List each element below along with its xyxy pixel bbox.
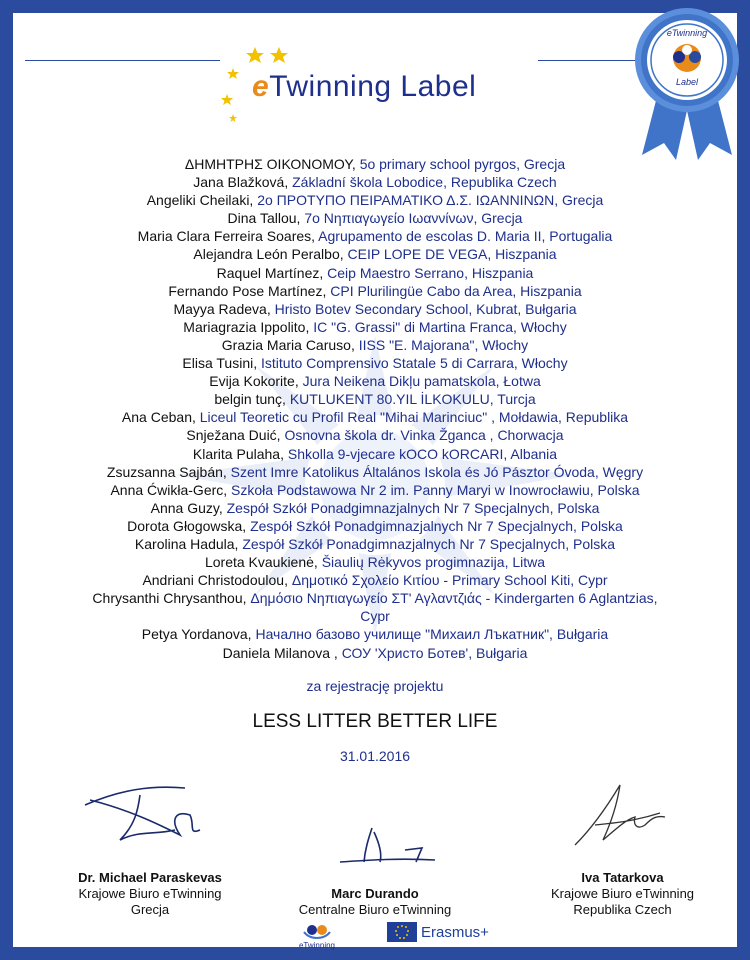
partner-school: IISS "E. Majorana", Włochy [358, 336, 529, 353]
partner-row [0, 607, 750, 625]
signer-left-country: Grecja [130, 902, 170, 917]
etwinning-footer-logo [290, 920, 350, 950]
signer-left [50, 870, 250, 918]
partner-row [0, 481, 750, 499]
partner-school: Δημοτικό Σχολείο Κιτίου - Primary School Kiti, Cypr [291, 572, 608, 589]
partner-school: Zespół Szkół Ponadgimnazjalnych Nr 7 Specjalnych, Polska [250, 517, 623, 534]
partner-school: Agrupamento de escolas D. Maria II, Portugalia [318, 228, 613, 245]
partner-name: belgin tunç, [214, 391, 286, 408]
partner-school: 7ο Νηπιαγωγείο Ιωαννίνων, Grecja [304, 210, 523, 227]
partner-school: 2ο ΠΡΟΤΥΠΟ ΠΕΙΡΑΜΑΤΙΚΟ Δ.Σ. ΙΩΑΝΝΙΝΩΝ, Grecja [257, 192, 604, 209]
partner-name: Dorota Głogowska, [127, 517, 247, 534]
partner-row [0, 372, 750, 390]
partner-row [0, 336, 750, 354]
partner-row [0, 553, 750, 571]
erasmus-plus-text: Erasmus+ [421, 923, 489, 941]
partner-row [0, 571, 750, 589]
partner-name: Andriani Christodoulou, [142, 572, 288, 589]
partner-name: Daniela Milanova , [222, 644, 338, 661]
partner-name: Anna Ćwikła-Gerc, [110, 481, 228, 498]
partner-name: Grazia Maria Caruso, [221, 336, 355, 353]
partner-name: Snježana Duić, [186, 427, 281, 444]
partner-row [0, 463, 750, 481]
partner-school: Šiaulių Rėkyvos progimnazija, Litwa [321, 554, 546, 571]
header-line-left [25, 60, 220, 61]
partner-name: Raquel Martínez, [216, 264, 324, 281]
partner-school: СОУ 'Христо Ботев', Bułgaria [341, 644, 528, 661]
badge-top-text: eTwinning [666, 28, 708, 38]
partner-name: Chrysanthi Chrysanthou, [92, 590, 247, 607]
partner-name: Evija Kokorite, [209, 373, 299, 390]
signer-center [275, 886, 475, 918]
partner-school: 5o primary school pyrgos, Grecja [359, 156, 566, 172]
partner-school: Liceul Teoretic cu Profil Real "Mihai Marinciuc" , Mołdawia, Republika [199, 409, 629, 426]
partner-row [0, 354, 750, 372]
partner-row [0, 589, 750, 607]
partner-school: Zespół Szkół Ponadgimnazjalnych Nr 7 Specjalnych, Polska [226, 499, 600, 516]
partner-name: Dina Tallou, [227, 210, 301, 227]
partner-row [0, 517, 750, 535]
partner-name: Angeliki Cheilaki, [146, 192, 254, 209]
partner-row [0, 390, 750, 408]
partner-school: Shkolla 9-vjecare kOCO kORCARI, Albania [287, 445, 558, 462]
partner-row [0, 264, 750, 282]
partner-school: Cypr [360, 608, 390, 625]
etwinning-label-badge-icon [632, 5, 742, 160]
signer-right-name: Iva Tatarkova [581, 870, 664, 885]
title-text: Twinning Label [269, 70, 477, 103]
partner-school: Jura Neikena Dikļu pamatskola, Łotwa [302, 373, 541, 390]
partner-name: Anna Guzy, [150, 499, 223, 516]
certificate-date: 31.01.2016 [339, 748, 411, 764]
signer-left-name: Dr. Michael Paraskevas [78, 870, 222, 885]
erasmus-plus-logo [387, 922, 489, 942]
partner-name: Jana Blažková, [193, 174, 289, 191]
partner-school: CEIP LOPE DE VEGA, Hiszpania [347, 246, 557, 263]
partner-school: Základní škola Lobodice, Republika Czech [292, 174, 557, 191]
eu-flag-icon [387, 922, 417, 942]
partner-name: Mariagrazia Ippolito, [183, 318, 310, 335]
partner-name: ΔΗΜΗΤΡΗΣ ΟΙΚΟΝΟΜΟΥ, [184, 156, 356, 172]
partner-row [0, 282, 750, 300]
partner-name: Elisa Tusini, [182, 355, 258, 372]
partner-row [0, 535, 750, 553]
signer-right-country: Republika Czech [573, 902, 672, 917]
partner-school: Szent Imre Katolikus Általános Iskola és Jó Pásztor Óvoda, Węgry [230, 463, 644, 480]
partner-row [0, 644, 750, 662]
partner-name: Alejandra León Peralbo, [193, 246, 344, 263]
partner-row [0, 499, 750, 517]
project-title: LESS LITTER BETTER LIFE [252, 711, 498, 732]
partner-school: Osnovna škola dr. Vinka Žganca , Chorwacja [284, 427, 564, 444]
partner-row [0, 209, 750, 227]
partner-row [0, 408, 750, 426]
signature-center [330, 820, 450, 870]
partner-school: Istituto Comprensivo Statale 5 di Carrara, Włochy [261, 355, 568, 372]
partner-school: CPI Plurilingüe Cabo da Area, Hiszpania [330, 282, 582, 299]
partner-list [0, 155, 750, 662]
signer-left-office: Krajowe Biuro eTwinning [78, 886, 222, 901]
partner-school: Ceip Maestro Serrano, Hiszpania [327, 264, 534, 281]
title-e-letter: e [252, 70, 270, 103]
partner-row [0, 155, 750, 173]
signer-center-name: Marc Durando [331, 886, 419, 901]
partner-name: Zsuzsanna Sajbán, [106, 463, 227, 480]
signer-center-office: Centralne Biuro eTwinning [298, 902, 452, 917]
partner-name: Ana Ceban, [121, 409, 196, 426]
partner-row [0, 625, 750, 643]
partner-name: Mayya Radeva, [173, 300, 271, 317]
partner-row [0, 173, 750, 191]
partner-row [0, 191, 750, 209]
signer-right-office: Krajowe Biuro eTwinning [550, 886, 695, 901]
partner-name: Klarita Pulaha, [192, 445, 284, 462]
partner-row [0, 227, 750, 245]
signer-right [520, 870, 725, 918]
signature-left [80, 780, 220, 850]
partner-name: Loreta Kvaukienė, [204, 554, 318, 571]
partner-row [0, 300, 750, 318]
partner-row [0, 318, 750, 336]
partner-name: Maria Clara Ferreira Soares, [137, 228, 316, 245]
badge-bottom-text: Label [675, 77, 699, 87]
partner-row [0, 426, 750, 444]
partner-school: Δημόσιο Νηπιαγωγείο ΣΤ' Αγλαντζιάς - Kindergarten 6 Aglantzias, [250, 590, 658, 607]
signature-right [565, 775, 675, 855]
registration-text: za rejestrację projektu [306, 678, 444, 694]
partner-row [0, 245, 750, 263]
partner-name: Petya Yordanova, [141, 626, 252, 643]
partner-school: KUTLUKENT 80.YIL İLKOKULU, Turcja [289, 391, 536, 408]
partner-row [0, 445, 750, 463]
partner-school: Начално базово училище "Михаил Лъкатник", Bułgaria [255, 626, 609, 643]
partner-school: IC "G. Grassi" di Martina Franca, Włochy [313, 318, 567, 335]
partner-school: Szkoła Podstawowa Nr 2 im. Panny Maryi w Inowrocławiu, Polska [231, 481, 640, 498]
partner-school: Hristo Botev Secondary School, Kubrat, Bułgaria [274, 300, 577, 317]
etwinning-footer-logo-text: eTwinning [298, 941, 336, 950]
partner-name: Karolina Hadula, [134, 535, 239, 552]
partner-name: Fernando Pose Martínez, [168, 282, 327, 299]
partner-school: Zespół Szkół Ponadgimnazjalnych Nr 7 Specjalnych, Polska [242, 535, 616, 552]
etwinning-label-title [252, 70, 476, 104]
